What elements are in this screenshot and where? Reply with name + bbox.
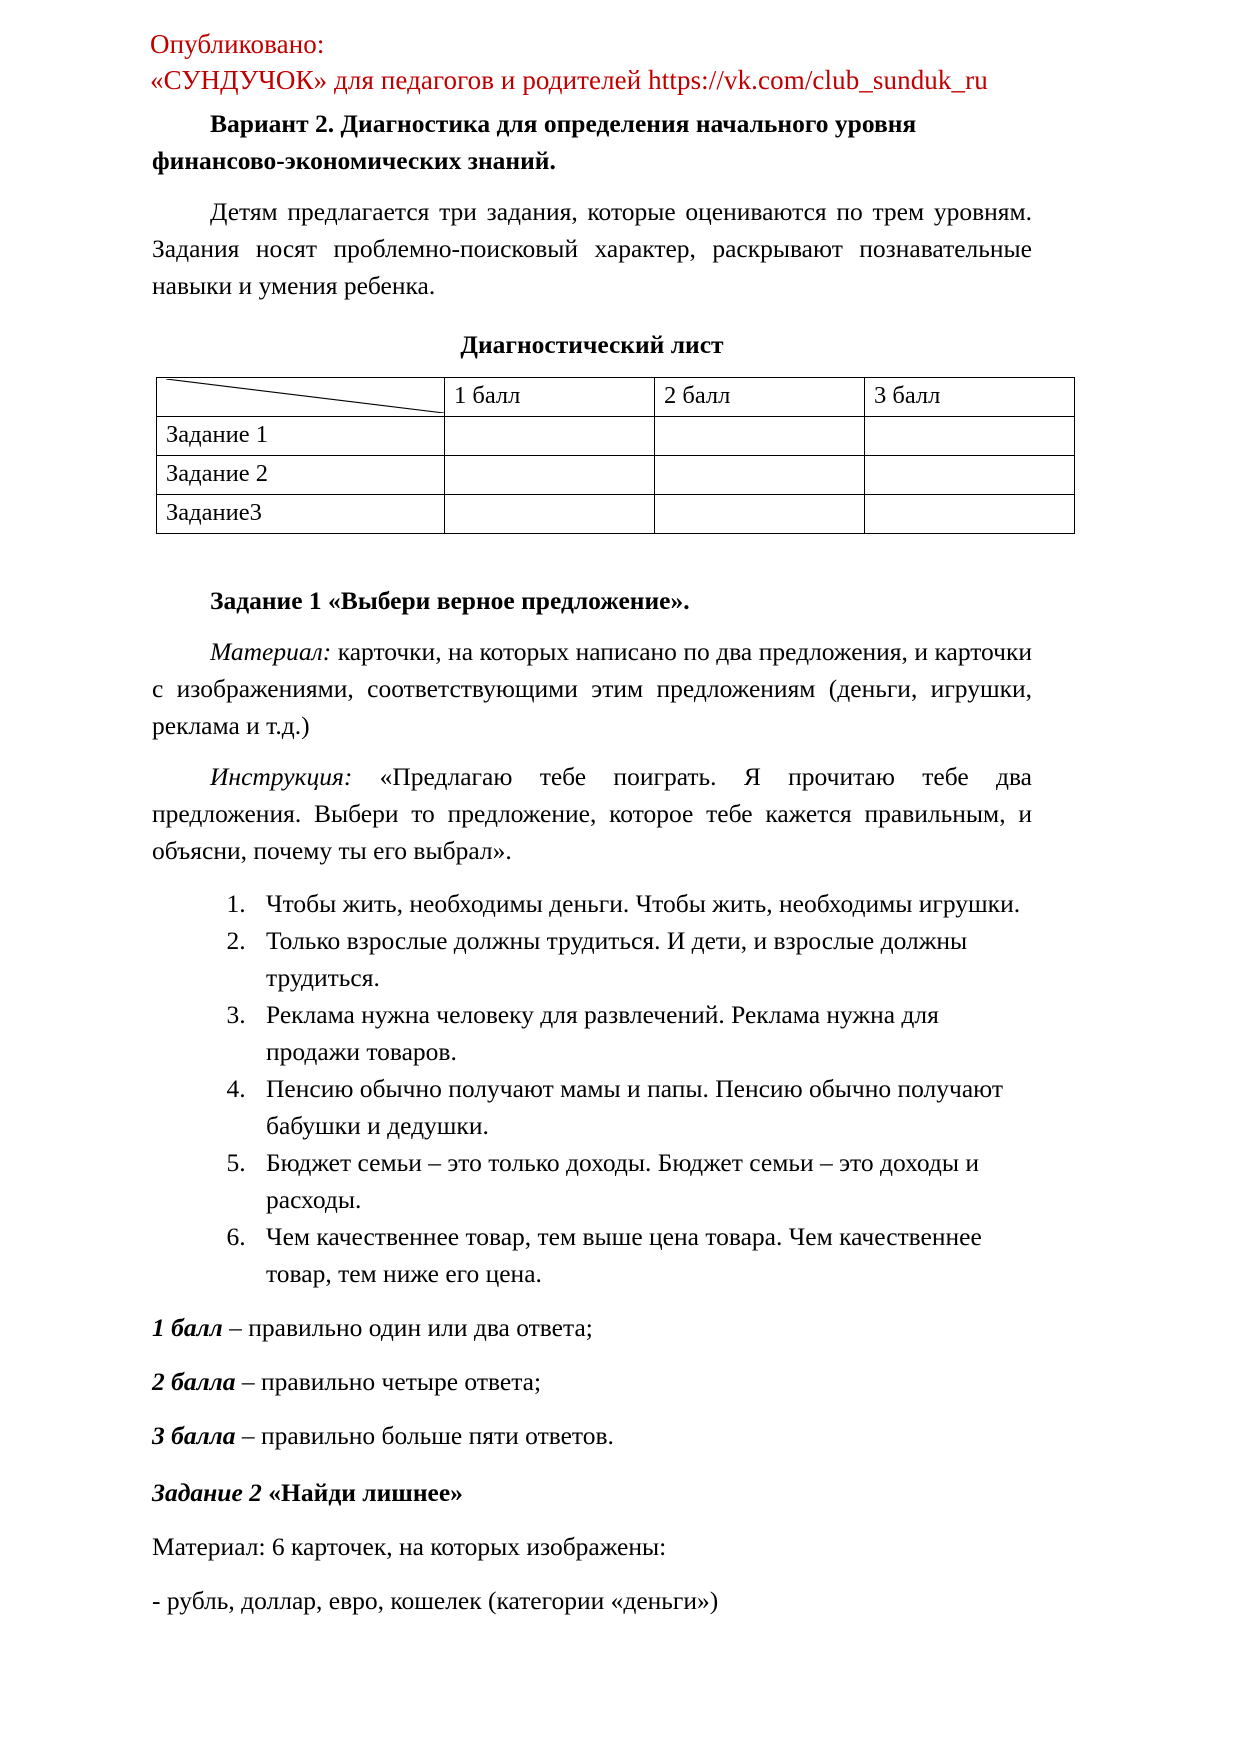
table-col-header-1: 1 балл (445, 378, 655, 417)
score-points-2: 2 балла (152, 1367, 236, 1396)
document-body (152, 105, 1032, 1619)
table-cell-2-2[interactable] (655, 456, 865, 495)
score-text-2: – правильно четыре ответа; (235, 1367, 542, 1396)
table-cell-3-1[interactable] (445, 495, 655, 534)
table-cell-1-2[interactable] (655, 417, 865, 456)
table-cell-2-1[interactable] (445, 456, 655, 495)
table-row (157, 495, 1075, 534)
material-text: карточки, на которых написано по два предложения, и карточки с изображениями, соответствующими этим предложениям (деньги, игрушки, реклама и т.д.) (152, 637, 1032, 740)
task2-heading-title: «Найди лишнее» (268, 1478, 463, 1507)
published-label: Опубликовано: (150, 29, 325, 59)
instruction-text: «Предлагаю тебе поиграть. Я прочитаю тебе два предложения. Выбери то предложение, которое тебе кажется правильным, и объясни, почему ты его выбрал». (152, 762, 1032, 865)
score-points-3: 3 балла (152, 1421, 236, 1450)
list-item: 6. Чем качественнее товар, тем выше цена товара. Чем качественнее товар, тем ниже его цена. (252, 1218, 1032, 1292)
table-col-header-3: 3 балл (865, 378, 1075, 417)
table-row (157, 417, 1075, 456)
diagnostic-table (156, 377, 1075, 534)
table-header-row (157, 378, 1075, 417)
page-title-line1: Вариант 2. Диагностика для определения начального уровня (210, 109, 917, 138)
proposition-list (152, 885, 1032, 1292)
list-item: 2. Только взрослые должны трудиться. И дети, и взрослые должны трудиться. (252, 922, 1032, 996)
task1-instruction-paragraph (152, 758, 1032, 869)
table-corner-cell (157, 378, 445, 417)
table-title: Диагностический лист (460, 330, 724, 359)
score-line-2 (152, 1363, 1032, 1400)
table-col-header-2: 2 балл (655, 378, 865, 417)
list-item: 3. Реклама нужна человеку для развлечений. Реклама нужна для продажи товаров. (252, 996, 1032, 1070)
table-cell-3-3[interactable] (865, 495, 1075, 534)
table-row-label-1: Задание 1 (157, 417, 445, 456)
score-text-1: – правильно один или два ответа; (222, 1313, 593, 1342)
task2-heading (152, 1474, 1032, 1511)
table-cell-3-2[interactable] (655, 495, 865, 534)
diagonal-line-icon (166, 379, 444, 413)
table-cell-1-1[interactable] (445, 417, 655, 456)
intro-paragraph: Детям предлагается три задания, которые оцениваются по трем уровням. Задания носят проблемно-поисковый характер, раскрывают познавательные навыки и умения ребенка. (152, 197, 1032, 300)
task1-material-paragraph (152, 633, 1032, 744)
published-source: «СУНДУЧОК» для педагогов и родителей https://vk.com/club_sunduk_ru (150, 65, 988, 95)
score-text-3: – правильно больше пяти ответов. (235, 1421, 614, 1450)
task1-heading: Задание 1 «Выбери верное предложение». (210, 586, 690, 615)
table-row-label-2: Задание 2 (157, 456, 445, 495)
task2-material: Материал: 6 карточек, на которых изображены: (152, 1532, 667, 1561)
table-cell-2-3[interactable] (865, 456, 1075, 495)
list-item: 5. Бюджет семьи – это только доходы. Бюджет семьи – это доходы и расходы. (252, 1144, 1032, 1218)
material-label: Материал: (210, 637, 332, 666)
score-points-1: 1 балл (152, 1313, 223, 1342)
table-cell-1-3[interactable] (865, 417, 1075, 456)
list-item: 4. Пенсию обычно получают мамы и папы. Пенсию обычно получают бабушки и дедушки. (252, 1070, 1032, 1144)
instruction-label: Инструкция: (210, 762, 353, 791)
published-banner (150, 26, 1150, 98)
page-title-line2: финансово-экономических знаний. (152, 146, 556, 175)
score-line-1 (152, 1309, 1032, 1346)
task2-heading-number: Задание 2 (152, 1478, 269, 1507)
table-row-label-3: Задание3 (157, 495, 445, 534)
list-item: 1. Чтобы жить, необходимы деньги. Чтобы жить, необходимы игрушки. (252, 885, 1032, 922)
table-row (157, 456, 1075, 495)
task2-category-money: - рубль, доллар, евро, кошелек (категории «деньги») (152, 1586, 719, 1615)
score-line-3 (152, 1417, 1032, 1454)
